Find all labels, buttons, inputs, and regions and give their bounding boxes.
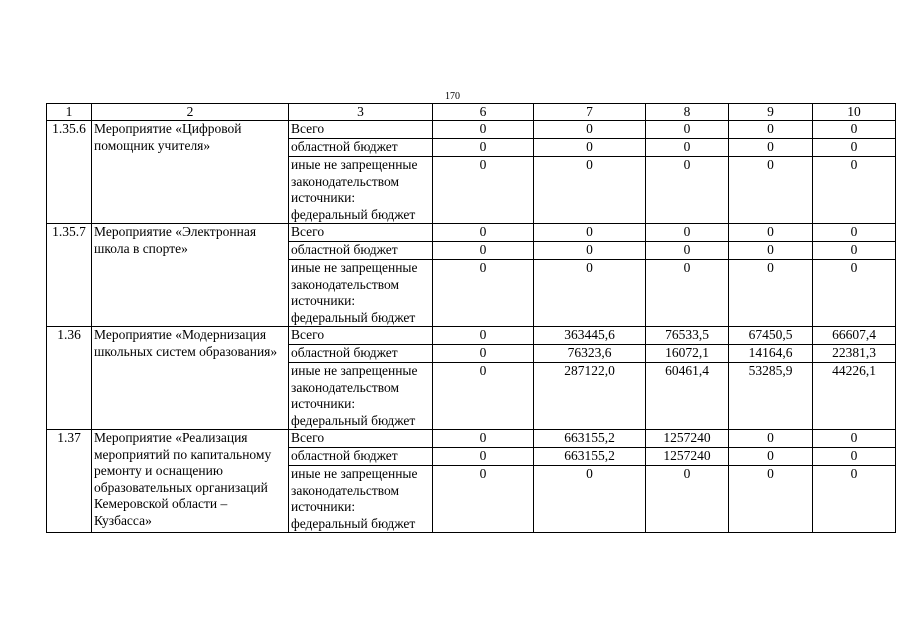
item-code: 1.37 bbox=[47, 430, 92, 533]
item-code: 1.35.6 bbox=[47, 121, 92, 224]
source-other-top-label: иные не запрещенные законодательством источники: bbox=[291, 260, 418, 308]
header-cell: 9 bbox=[729, 104, 813, 121]
value-cell: 0 bbox=[729, 260, 813, 327]
value-cell: 0 bbox=[813, 242, 896, 260]
value-cell: 76533,5 bbox=[646, 327, 729, 345]
value-cell: 0 bbox=[646, 157, 729, 224]
value-cell: 0 bbox=[534, 466, 646, 533]
value-cell: 14164,6 bbox=[729, 345, 813, 363]
value-cell: 1257240 bbox=[646, 448, 729, 466]
value-cell: 0 bbox=[813, 430, 896, 448]
source-other-label bbox=[289, 157, 433, 224]
value-cell: 0 bbox=[646, 466, 729, 533]
source-other-top-label: иные не запрещенные законодательством источники: bbox=[291, 466, 418, 514]
item-title: Мероприятие «Электронная школа в спорте» bbox=[92, 224, 289, 327]
value-cell: 0 bbox=[729, 121, 813, 139]
source-regional-label: областной бюджет bbox=[289, 448, 433, 466]
value-cell: 0 bbox=[433, 345, 534, 363]
value-cell: 0 bbox=[646, 242, 729, 260]
value-cell: 0 bbox=[534, 157, 646, 224]
value-cell: 0 bbox=[433, 363, 534, 430]
value-cell: 0 bbox=[433, 260, 534, 327]
table-row-total bbox=[47, 327, 896, 345]
source-regional-label: областной бюджет bbox=[289, 139, 433, 157]
value-cell: 0 bbox=[729, 242, 813, 260]
source-other-top-label: иные не запрещенные законодательством источники: bbox=[291, 157, 418, 205]
value-cell: 0 bbox=[813, 466, 896, 533]
source-federal-label: федеральный бюджет bbox=[291, 206, 416, 222]
value-cell: 0 bbox=[813, 157, 896, 224]
value-cell: 0 bbox=[433, 327, 534, 345]
value-cell: 0 bbox=[534, 242, 646, 260]
value-cell: 0 bbox=[534, 139, 646, 157]
source-other-label bbox=[289, 466, 433, 533]
value-cell: 0 bbox=[433, 466, 534, 533]
budget-table bbox=[46, 103, 896, 533]
header-cell: 7 bbox=[534, 104, 646, 121]
item-title: Мероприятие «Цифровой помощник учителя» bbox=[92, 121, 289, 224]
value-cell: 0 bbox=[729, 224, 813, 242]
value-cell: 0 bbox=[534, 260, 646, 327]
value-cell: 16072,1 bbox=[646, 345, 729, 363]
value-cell: 0 bbox=[729, 139, 813, 157]
value-cell: 76323,6 bbox=[534, 345, 646, 363]
value-cell: 22381,3 bbox=[813, 345, 896, 363]
value-cell: 0 bbox=[646, 121, 729, 139]
value-cell: 0 bbox=[646, 260, 729, 327]
source-other-label bbox=[289, 363, 433, 430]
value-cell: 0 bbox=[813, 224, 896, 242]
header-cell: 10 bbox=[813, 104, 896, 121]
header-cell: 6 bbox=[433, 104, 534, 121]
value-cell: 0 bbox=[646, 224, 729, 242]
header-cell: 2 bbox=[92, 104, 289, 121]
item-title: Мероприятие «Модернизация школьных систем образования» bbox=[92, 327, 289, 430]
source-federal-label: федеральный бюджет bbox=[291, 515, 416, 531]
value-cell: 1257240 bbox=[646, 430, 729, 448]
source-other-top-label: иные не запрещенные законодательством источники: bbox=[291, 363, 418, 411]
source-total-label: Всего bbox=[289, 224, 433, 242]
value-cell: 60461,4 bbox=[646, 363, 729, 430]
value-cell: 67450,5 bbox=[729, 327, 813, 345]
item-code: 1.35.7 bbox=[47, 224, 92, 327]
value-cell: 0 bbox=[813, 139, 896, 157]
header-cell: 8 bbox=[646, 104, 729, 121]
table-row-total bbox=[47, 224, 896, 242]
value-cell: 0 bbox=[433, 157, 534, 224]
source-total-label: Всего bbox=[289, 121, 433, 139]
page-number: 170 bbox=[445, 91, 460, 102]
header-cell: 3 bbox=[289, 104, 433, 121]
source-total-label: Всего bbox=[289, 430, 433, 448]
item-title: Мероприятие «Реализация мероприятий по капитальному ремонту и оснащению образовательных организаций Кемеровской области – Кузбасса» bbox=[92, 430, 289, 533]
value-cell: 0 bbox=[729, 157, 813, 224]
value-cell: 0 bbox=[433, 224, 534, 242]
value-cell: 363445,6 bbox=[534, 327, 646, 345]
source-other-label bbox=[289, 260, 433, 327]
source-total-label: Всего bbox=[289, 327, 433, 345]
value-cell: 0 bbox=[433, 430, 534, 448]
source-regional-label: областной бюджет bbox=[289, 345, 433, 363]
value-cell: 0 bbox=[433, 242, 534, 260]
source-regional-label: областной бюджет bbox=[289, 242, 433, 260]
item-code: 1.36 bbox=[47, 327, 92, 430]
value-cell: 0 bbox=[534, 121, 646, 139]
value-cell: 66607,4 bbox=[813, 327, 896, 345]
value-cell: 0 bbox=[813, 448, 896, 466]
value-cell: 287122,0 bbox=[534, 363, 646, 430]
value-cell: 0 bbox=[813, 121, 896, 139]
value-cell: 663155,2 bbox=[534, 448, 646, 466]
source-federal-label: федеральный бюджет bbox=[291, 309, 416, 325]
header-cell: 1 bbox=[47, 104, 92, 121]
table-row-total bbox=[47, 121, 896, 139]
value-cell: 44226,1 bbox=[813, 363, 896, 430]
source-federal-label: федеральный бюджет bbox=[291, 412, 416, 428]
value-cell: 0 bbox=[433, 448, 534, 466]
value-cell: 0 bbox=[729, 466, 813, 533]
header-row bbox=[47, 104, 896, 121]
value-cell: 0 bbox=[433, 121, 534, 139]
value-cell: 0 bbox=[646, 139, 729, 157]
value-cell: 663155,2 bbox=[534, 430, 646, 448]
value-cell: 0 bbox=[433, 139, 534, 157]
table-row-total bbox=[47, 430, 896, 448]
value-cell: 0 bbox=[813, 260, 896, 327]
value-cell: 0 bbox=[729, 430, 813, 448]
value-cell: 53285,9 bbox=[729, 363, 813, 430]
value-cell: 0 bbox=[729, 448, 813, 466]
value-cell: 0 bbox=[534, 224, 646, 242]
